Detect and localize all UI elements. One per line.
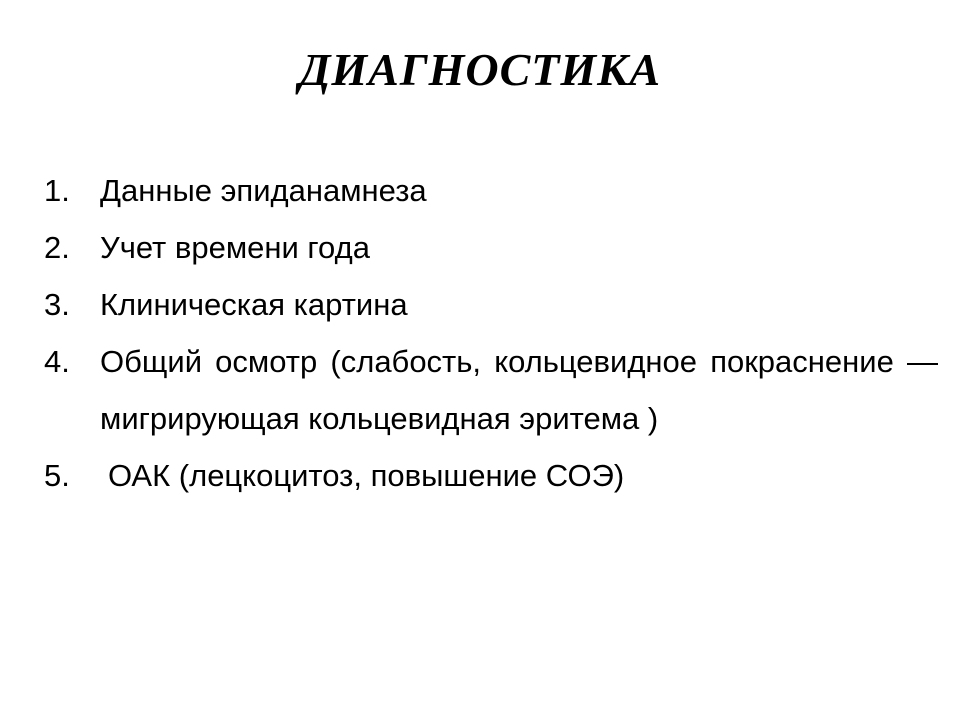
list-item-text: Общий осмотр (слабость, кольцевидное покраснение — мигрирующая кольцевидная эритема ) [100,344,938,436]
list-item-number: 3. [44,287,70,322]
list-item-text: Учет времени года [100,230,370,265]
list-item-number: 5. [44,458,70,493]
list-item-number: 2. [44,230,70,265]
list-item [44,162,938,219]
diagnostics-list [44,162,938,504]
list-item-number: 1. [44,173,70,208]
list-item-number: 4. [44,344,70,379]
list-item [44,276,938,333]
list-item [44,219,938,276]
slide-title: ДИАГНОСТИКА [298,44,662,95]
list-item [44,333,938,447]
list-item-text: Данные эпиданамнеза [100,173,427,208]
list-item [44,447,938,504]
list-item-text: ОАК (лецкоцитоз, повышение СОЭ) [108,458,625,493]
list-item-text: Клиническая картина [100,287,408,322]
